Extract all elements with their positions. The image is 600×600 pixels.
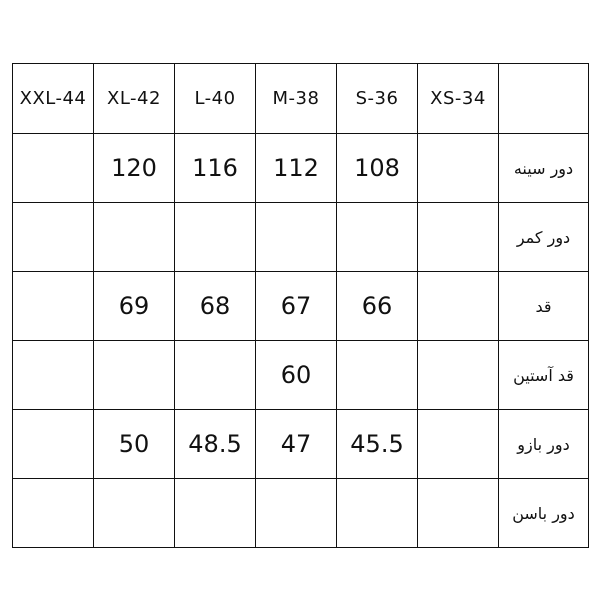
value-cell — [13, 134, 94, 203]
value-cell: 45.5 — [337, 410, 418, 479]
size-chart-table — [12, 63, 589, 548]
value-cell — [94, 203, 175, 272]
value-cell — [94, 341, 175, 410]
value-cell: 48.5 — [175, 410, 256, 479]
value-cell: 67 — [256, 272, 337, 341]
row-label: دور سینه — [499, 134, 589, 203]
value-cell: 116 — [175, 134, 256, 203]
value-cell — [175, 203, 256, 272]
value-cell — [13, 479, 94, 548]
value-cell — [418, 134, 499, 203]
value-cell: 68 — [175, 272, 256, 341]
size-header-l: L-40 — [175, 64, 256, 134]
size-header-s: S-36 — [337, 64, 418, 134]
value-cell — [175, 479, 256, 548]
value-cell — [418, 272, 499, 341]
value-cell — [337, 203, 418, 272]
size-header-xs: XS-34 — [418, 64, 499, 134]
value-cell — [418, 341, 499, 410]
value-cell: 112 — [256, 134, 337, 203]
header-row — [13, 64, 589, 134]
value-cell — [13, 203, 94, 272]
value-cell — [13, 272, 94, 341]
value-cell — [13, 410, 94, 479]
row-label: دور بازو — [499, 410, 589, 479]
value-cell — [418, 479, 499, 548]
value-cell: 60 — [256, 341, 337, 410]
value-cell: 47 — [256, 410, 337, 479]
value-cell — [337, 341, 418, 410]
size-header-m: M-38 — [256, 64, 337, 134]
value-cell: 120 — [94, 134, 175, 203]
value-cell — [418, 410, 499, 479]
table-row-arm — [13, 410, 589, 479]
row-label: قد آستین — [499, 341, 589, 410]
value-cell: 69 — [94, 272, 175, 341]
value-cell: 50 — [94, 410, 175, 479]
table-row-hip — [13, 479, 589, 548]
value-cell — [256, 479, 337, 548]
value-cell — [13, 341, 94, 410]
table-row-sleeve-length — [13, 341, 589, 410]
corner-cell — [499, 64, 589, 134]
row-label: دور باسن — [499, 479, 589, 548]
table-row-waist — [13, 203, 589, 272]
value-cell: 66 — [337, 272, 418, 341]
value-cell — [94, 479, 175, 548]
size-header-xl: XL-42 — [94, 64, 175, 134]
value-cell: 108 — [337, 134, 418, 203]
value-cell — [418, 203, 499, 272]
table-row-length — [13, 272, 589, 341]
value-cell — [337, 479, 418, 548]
row-label: قد — [499, 272, 589, 341]
row-label: دور کمر — [499, 203, 589, 272]
table-row-chest — [13, 134, 589, 203]
value-cell — [175, 341, 256, 410]
value-cell — [256, 203, 337, 272]
size-header-xxl: XXL-44 — [13, 64, 94, 134]
